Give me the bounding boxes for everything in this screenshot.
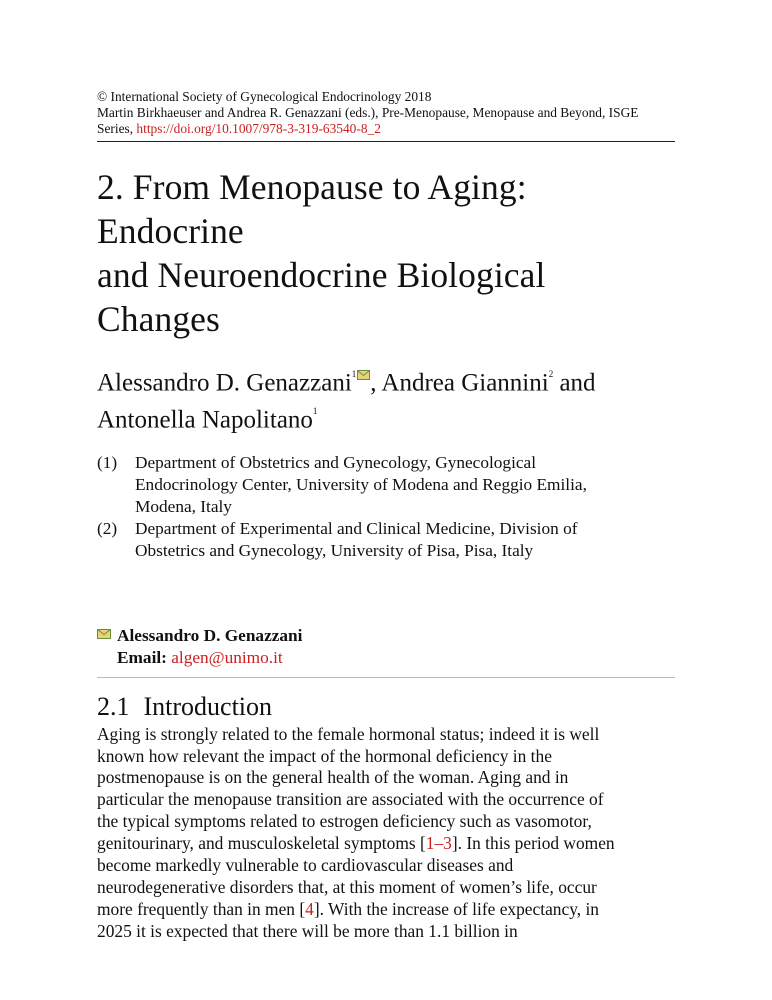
author-list: Alessandro D. Genazzani$^1$ , Andrea Giannini$^2$ and Antonella Napolitano$^1$ (97, 369, 596, 434)
citation-link[interactable]: 3 (443, 833, 452, 854)
article-page (97, 89, 675, 943)
citation-link[interactable]: 1 (425, 833, 435, 854)
affiliation-number: (1) (97, 452, 118, 472)
email-link[interactable]: algen@unimo.it (171, 647, 283, 667)
affiliation-text: Department of Obstetrics and Gynecology, Gynecological Endocrinology Center, University of Modena and Reggio Emilia, Modena, Italy (135, 452, 587, 516)
corresponding-author-name: Alessandro D. Genazzani (117, 625, 303, 645)
body-paragraph: Aging is strongly related to the female hormonal status; indeed it is well known how relevant the impact of the hormonal deficiency in the postmenopause is on the general health of the woman. Aging and in particular the menopause transition are associated with the occurrence of the typical symptoms related to estrogen deficiency such as vasomotor, genitourinary, and musculoskeletal symptoms [1–3]. In this period women become markedly vulnerable to cardiovascular diseases and neurodegenerative disorders that, at this moment of women’s life, occur more frequently than in men [4]. With the increase of life expectancy, in 2025 it is expected that there will be more than 1.1 billion in (97, 723, 615, 941)
author-name[interactable]: Andrea Giannini (381, 369, 549, 397)
corresponding-author (97, 625, 675, 669)
author-name[interactable]: Alessandro D. Genazzani (97, 369, 352, 397)
affiliation-number: (2) (97, 518, 118, 538)
email-label: Email: (117, 647, 172, 667)
author-name[interactable]: Antonella Napolitano (97, 406, 313, 434)
section-divider (97, 677, 675, 678)
doi-link[interactable]: https://doi.org/10.1007/978-3-319-63540-8_2 (136, 121, 381, 136)
publication-info (97, 89, 675, 137)
envelope-icon[interactable] (357, 370, 370, 380)
section-number: 2.1 (97, 691, 130, 721)
affiliation-item (97, 452, 675, 518)
affiliation-item (97, 518, 675, 562)
section-title: Introduction (143, 691, 273, 721)
author-affiliation-mark: 2 (548, 369, 554, 379)
title-line-1: 2. From Menopause to Aging: Endocrine (97, 167, 527, 251)
chapter-title (97, 165, 675, 341)
copyright-line: © International Society of Gynecological Endocrinology 2018 (97, 89, 432, 104)
header-rule (97, 141, 675, 142)
author-affiliation-mark: 1 (312, 406, 318, 417)
author-affiliation-mark: 1 (351, 369, 357, 379)
series-line: Series, https://doi.org/10.1007/978-3-319-63540-8_2 (97, 121, 381, 136)
envelope-icon (97, 629, 111, 639)
affiliation-list (97, 452, 675, 562)
book-line: Martin Birkhaeuser and Andrea R. Genazzani (eds.), Pre-Menopause, Menopause and Beyond, ISGE (97, 105, 639, 120)
section-heading (97, 692, 675, 722)
citation-link[interactable]: 4 (305, 898, 314, 919)
title-line-2: and Neuroendocrine Biological Changes (97, 255, 546, 339)
affiliation-text: Department of Experimental and Clinical Medicine, Division of Obstetrics and Gynecology, University of Pisa, Pisa, Italy (135, 518, 578, 560)
